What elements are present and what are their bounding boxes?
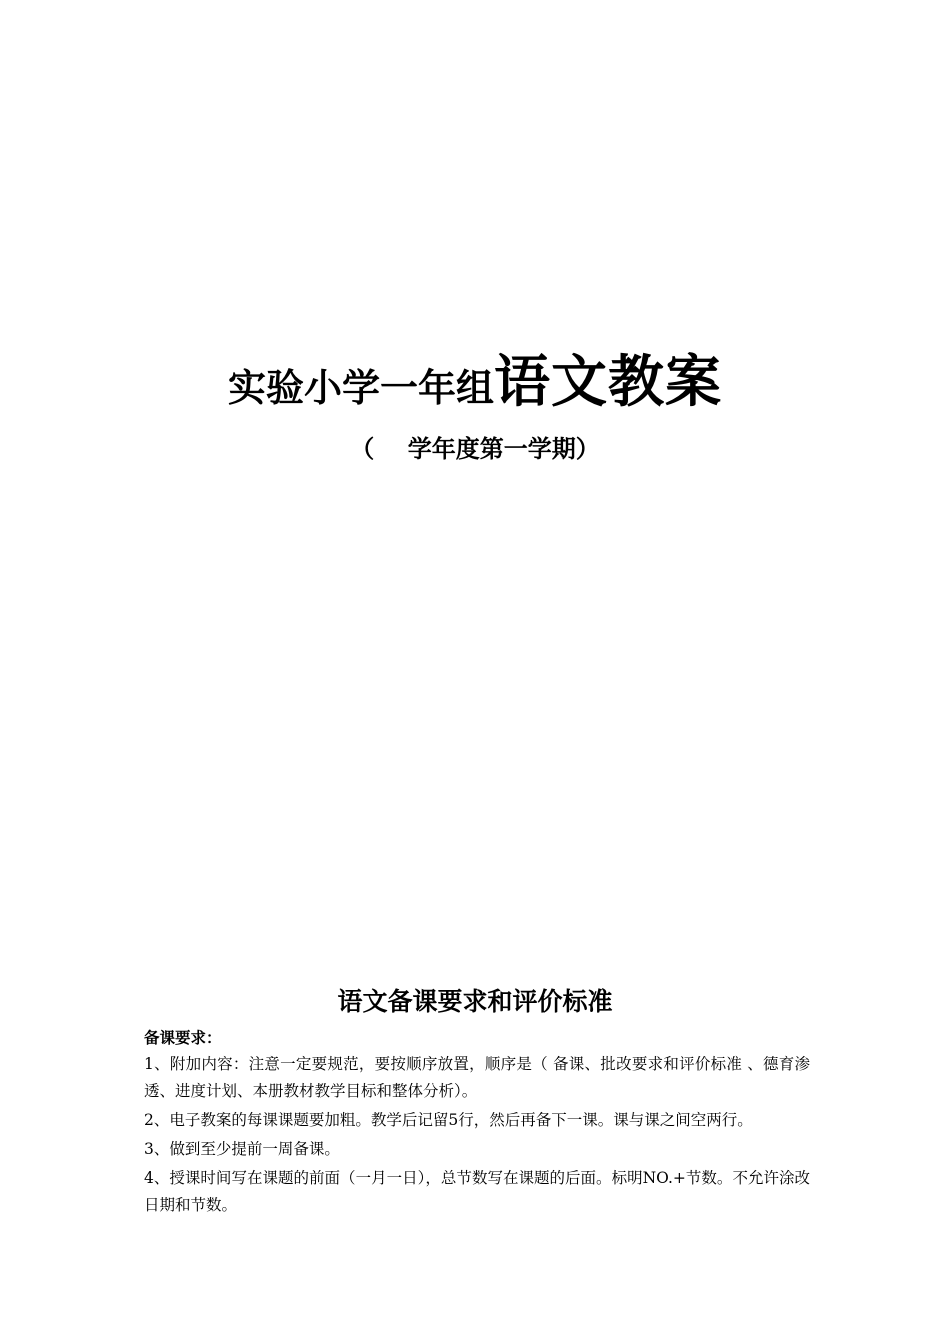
requirements-heading: 备课要求： bbox=[144, 1028, 222, 1047]
requirement-item: 4、授课时间写在课题的前面（一月一日），总节数写在课题的后面。标明NO.+节数。不允许涂改日期和节数。 bbox=[144, 1169, 810, 1214]
requirement-item: 1、附加内容：注意一定要规范，要按顺序放置，顺序是（ 备课、批改要求和评价标准 、德育渗透、进度计划、本册教材教学目标和整体分析）。 bbox=[144, 1055, 810, 1100]
cover-title-main: 语文教案 bbox=[494, 349, 722, 415]
section-title: 语文备课要求和评价标准 bbox=[337, 987, 613, 1016]
cover-subtitle: （ 学年度第一学期） bbox=[350, 434, 600, 463]
requirement-item: 3、做到至少提前一周备课。 bbox=[144, 1140, 340, 1158]
cover-title-prefix: 实验小学一年组 bbox=[227, 365, 494, 410]
requirements-content bbox=[144, 1024, 810, 1221]
cover-title bbox=[0, 349, 950, 415]
requirement-item: 2、电子教案的每课课题要加粗。教学后记留5行，然后再备下一课。课与课之间空两行。 bbox=[144, 1111, 753, 1129]
